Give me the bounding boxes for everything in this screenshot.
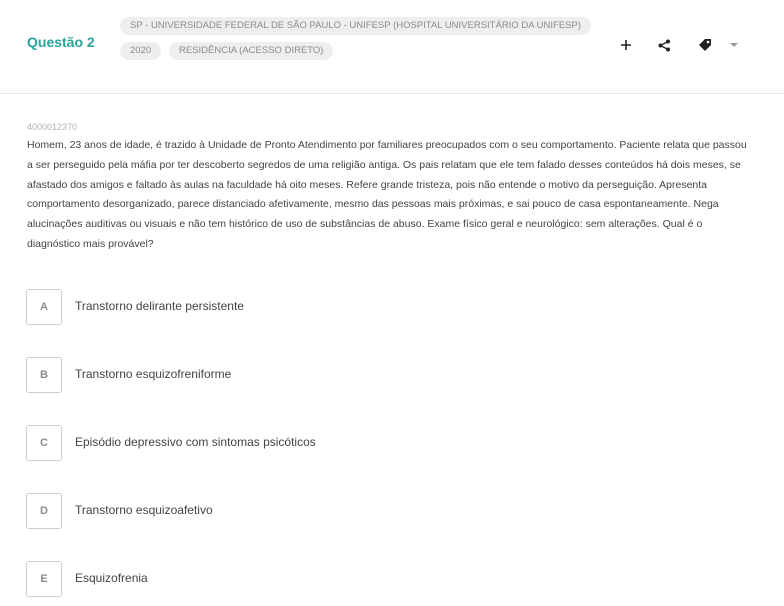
option-letter: E: [26, 561, 62, 597]
option-d[interactable]: [26, 493, 726, 529]
year-tag[interactable]: 2020: [120, 42, 161, 60]
question-header: [0, 0, 784, 94]
option-b[interactable]: [26, 357, 726, 393]
plus-icon[interactable]: [617, 36, 635, 54]
option-letter: C: [26, 425, 62, 461]
question-title: Questão 2: [27, 34, 95, 50]
option-letter: A: [26, 289, 62, 325]
option-e[interactable]: [26, 561, 726, 597]
question-statement: Homem, 23 anos de idade, é trazido à Unidade de Pronto Atendimento por familiares preocupados com o seu comportamento. Paciente relata que passou a ser perseguido pela máfia por ter descoberto segredos de uma religião antiga. Os pais relatam que ele tem falado desses conteúdos há dois meses, se afastado dos amigos e faltado às aulas na faculdade há oito meses. Refere grande tristeza, pois não entende o motivo da perseguição. Apresenta comportamento desorganizado, parece distanciado afetivamente, mesmo das pessoas mais próximas, e sai pouco de casa espontaneamente. Nega alucinações auditivas ou visuais e não tem histórico de uso de substâncias de abuso. Exame físico geral e neurológico: sem alterações. Qual é o diagnóstico mais provável?: [27, 139, 747, 250]
option-text: Transtorno esquizoafetivo: [75, 503, 213, 517]
option-text: Esquizofrenia: [75, 571, 148, 585]
chevron-down-icon[interactable]: [725, 36, 743, 54]
option-text: Transtorno delirante persistente: [75, 299, 244, 313]
option-text: Episódio depressivo com sintomas psicóticos: [75, 435, 316, 449]
share-icon[interactable]: [655, 36, 673, 54]
option-letter: B: [26, 357, 62, 393]
tag-icon[interactable]: [696, 36, 714, 54]
question-id: 4000012370: [27, 122, 78, 132]
option-c[interactable]: [26, 425, 726, 461]
institution-tag[interactable]: SP - UNIVERSIDADE FEDERAL DE SÃO PAULO - UNIFESP (HOSPITAL UNIVERSITÁRIO DA UNIFESP): [120, 17, 591, 35]
option-text: Transtorno esquizofreniforme: [75, 367, 232, 381]
exam-type-tag[interactable]: RESIDÊNCIA (ACESSO DIRETO): [169, 42, 333, 60]
option-a[interactable]: [26, 289, 726, 325]
option-letter: D: [26, 493, 62, 529]
